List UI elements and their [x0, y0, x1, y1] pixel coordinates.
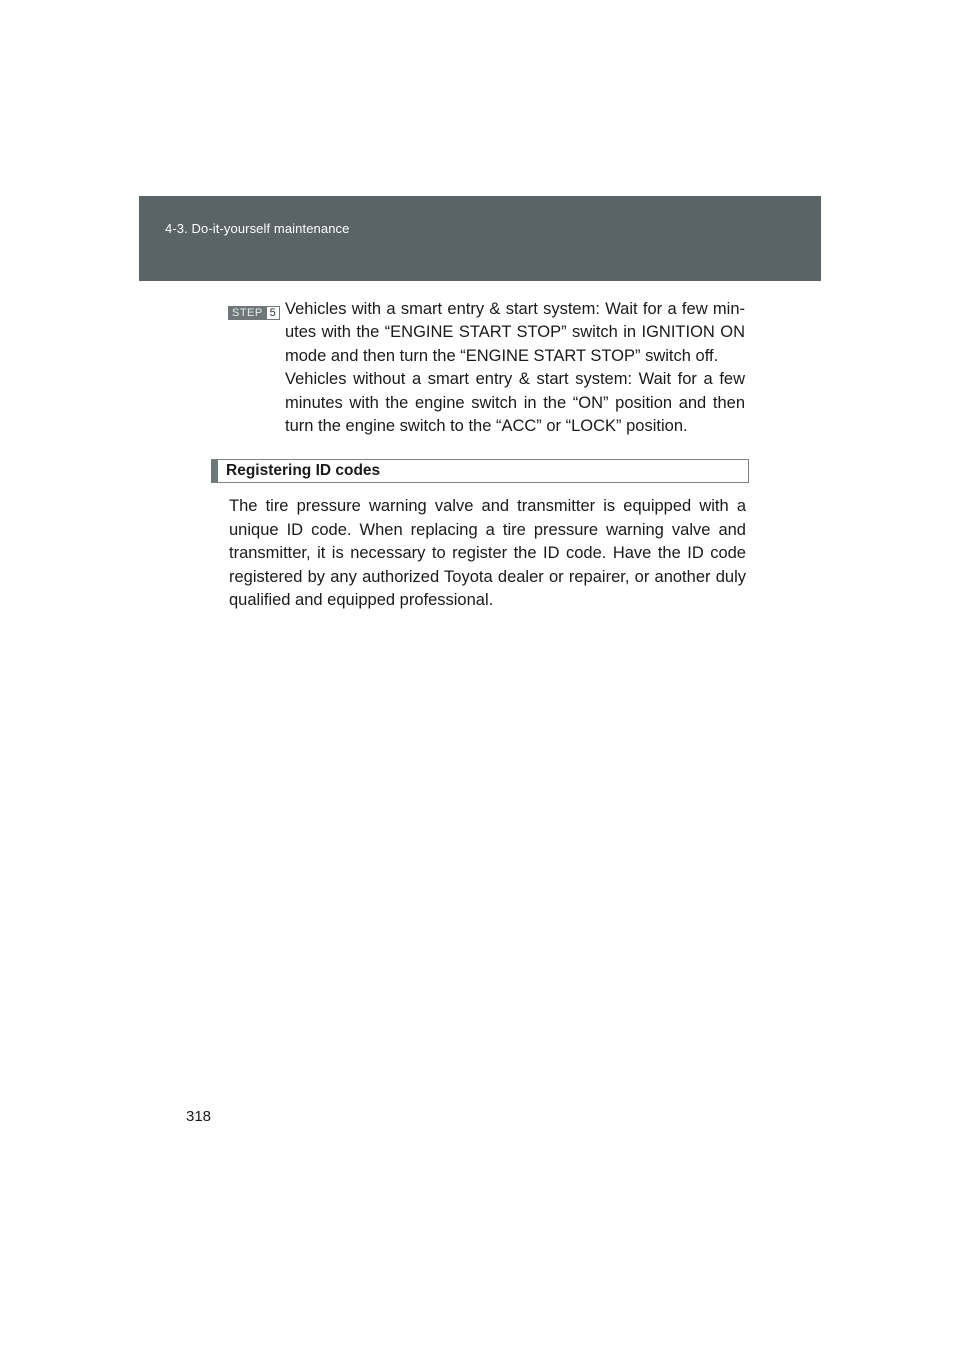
step-paragraph-smart-entry: Vehicles with a smart entry & start system: Wait for a few min-utes with the “ENGINE START STOP” switch in IGNITION ON mode and then turn the “ENGINE START STOP” switch off.: [285, 300, 745, 365]
section-title: Registering ID codes: [226, 462, 381, 479]
step-instructions: [285, 298, 745, 438]
page-number: 318: [186, 1108, 212, 1125]
step-number: 5: [267, 306, 280, 320]
step-badge: [228, 306, 280, 320]
section-accent-marker: [211, 460, 218, 482]
chapter-header: [139, 196, 821, 281]
chapter-title: 4-3. Do-it-yourself maintenance: [165, 221, 350, 236]
section-body-text: The tire pressure warning valve and transmitter is equipped with a unique ID code. When replacing a tire pressure warning valve and transmitter, it is necessary to register the ID code. Have the ID code registered by any authorized Toyota dealer or repairer, or another duly qualified and equipped professional.: [229, 497, 746, 610]
step-label: STEP: [228, 306, 267, 320]
section-heading-bar: [211, 459, 749, 483]
step-paragraph-no-smart-entry: Vehicles without a smart entry & start system: Wait for a few minutes with the engine switch in the “ON” position and then turn the engine switch to the “ACC” or “LOCK” position.: [285, 370, 745, 436]
